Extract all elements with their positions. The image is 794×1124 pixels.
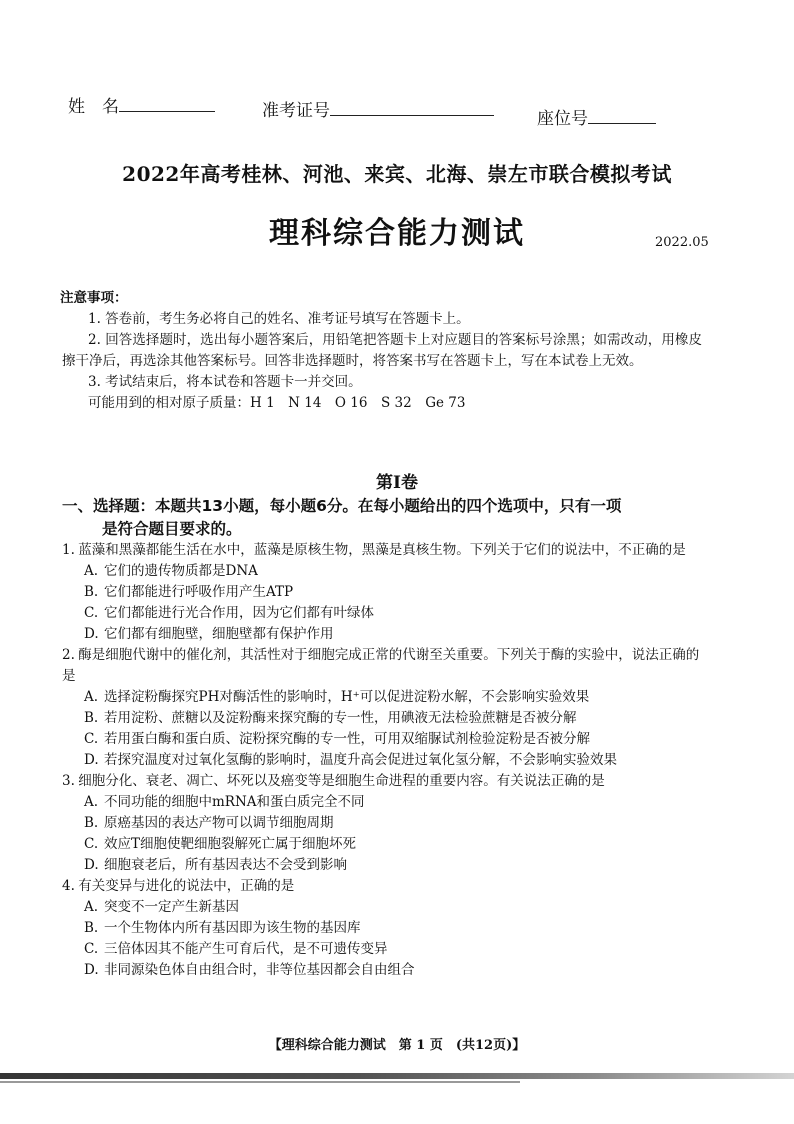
section-instructions-line2: 是符合题目要求的。 — [102, 520, 242, 538]
option-b — [84, 582, 702, 603]
question-text: 酶是细胞代谢中的催化剂，其活性对于细胞完成正常的代谢至关重要。下列关于酶的实验中，说法正确的是 — [62, 647, 700, 684]
option-b — [84, 708, 702, 729]
option-label: A. — [84, 899, 99, 915]
option-d — [84, 750, 702, 771]
note-item: 1. 答卷前，考生务必将自己的姓名、准考证号填写在答题卡上。 — [88, 311, 470, 327]
option-text: 若用蛋白酶和蛋白质、淀粉探究酶的专一性，可用双缩脲试剂检验淀粉是否被分解 — [104, 731, 590, 747]
option-text: 它们都能进行呼吸作用产生ATP — [104, 584, 294, 600]
section-instructions — [62, 495, 722, 541]
option-c — [84, 939, 702, 960]
section-instructions-line1: 一、选择题：本题共13小题，每小题6分。在每小题给出的四个选项中，只有一项 — [62, 497, 622, 515]
question-1 — [62, 540, 702, 645]
option-label: D. — [84, 857, 99, 873]
option-a — [84, 792, 702, 813]
atomic-masses: 可能用到的相对原子质量：H 1 N 14 O 16 S 32 Ge 73 — [88, 395, 466, 411]
question-number: 4. — [62, 878, 75, 894]
option-c — [84, 729, 702, 750]
question-3 — [62, 771, 702, 876]
question-stem — [62, 771, 702, 792]
options-list — [84, 561, 702, 645]
candidate-info-row — [0, 88, 794, 128]
options-list — [84, 792, 702, 876]
option-text: 若用淀粉、蔗糖以及淀粉酶来探究酶的专一性，用碘液无法检验蔗糖是否被分解 — [104, 710, 577, 726]
option-d — [84, 855, 702, 876]
option-label: C. — [84, 836, 99, 852]
note-item: 3. 考试结束后，将本试卷和答题卡一并交回。 — [88, 374, 362, 390]
option-label: D. — [84, 962, 99, 978]
option-b — [84, 813, 702, 834]
option-text: 它们都能进行光合作用，因为它们都有叶绿体 — [104, 605, 374, 621]
option-label: A. — [84, 794, 99, 810]
option-text: 三倍体因其不能产生可育后代，是不可遗传变异 — [104, 941, 388, 957]
option-a — [84, 561, 702, 582]
option-a — [84, 687, 702, 708]
option-text: 突变不一定产生新基因 — [104, 899, 239, 915]
option-text: 选择淀粉酶探究PH对酶活性的影响时，H⁺可以促进淀粉水解，不会影响实验效果 — [104, 689, 590, 705]
option-label: B. — [84, 584, 99, 600]
option-label: B. — [84, 815, 99, 831]
question-text: 有关变异与进化的说法中，正确的是 — [78, 878, 295, 894]
option-label: C. — [84, 605, 99, 621]
exam-id-field — [262, 96, 494, 121]
scan-edge-mark-thin — [0, 1081, 520, 1083]
exam-title: 2022年高考桂林、河池、来宾、北海、崇左市联合模拟考试 — [122, 162, 672, 186]
seat-field — [537, 104, 656, 129]
subject-title: 理科综合能力测试 — [269, 216, 525, 251]
question-stem — [62, 876, 702, 897]
option-label: C. — [84, 941, 99, 957]
option-text: 一个生物体内所有基因即为该生物的基因库 — [104, 920, 361, 936]
question-number: 1. — [62, 542, 75, 558]
name-blank — [119, 95, 215, 112]
question-4 — [62, 876, 702, 981]
option-label: B. — [84, 710, 99, 726]
exam-date: 2022.05 — [655, 235, 709, 250]
option-a — [84, 897, 702, 918]
option-text: 非同源染色体自由组合时，非等位基因都会自由组合 — [104, 962, 415, 978]
option-d — [84, 960, 702, 981]
name-label: 姓 名 — [68, 97, 119, 117]
option-text: 若探究温度对过氧化氢酶的影响时，温度升高会促进过氧化氢分解，不会影响实验效果 — [104, 752, 617, 768]
question-number: 2. — [62, 647, 75, 663]
option-text: 细胞衰老后，所有基因表达不会受到影响 — [104, 857, 347, 873]
questions-list — [62, 540, 702, 981]
question-number: 3. — [62, 773, 75, 789]
option-label: A. — [84, 689, 99, 705]
options-list — [84, 687, 702, 771]
options-list — [84, 897, 702, 981]
notes-heading: 注意事项： — [60, 290, 128, 306]
exam-id-blank — [330, 99, 494, 116]
option-text: 它们都有细胞壁，细胞壁都有保护作用 — [104, 626, 334, 642]
option-label: D. — [84, 752, 99, 768]
question-stem — [62, 645, 702, 687]
name-field — [68, 92, 215, 117]
option-d — [84, 624, 702, 645]
option-label: A. — [84, 563, 99, 579]
scan-edge-mark — [0, 1073, 794, 1079]
option-label: D. — [84, 626, 99, 642]
option-label: B. — [84, 920, 99, 936]
option-label: C. — [84, 731, 99, 747]
exam-id-label: 准考证号 — [262, 101, 330, 121]
option-c — [84, 603, 702, 624]
option-text: 它们的遗传物质都是DNA — [104, 563, 258, 579]
option-text: 原癌基因的表达产物可以调节细胞周期 — [104, 815, 334, 831]
option-c — [84, 834, 702, 855]
seat-blank — [588, 107, 656, 124]
question-stem — [62, 540, 702, 561]
note-item: 2. 回答选择题时，选出每小题答案后，用铅笔把答题卡上对应题目的答案标号涂黑；如需改动，用橡皮擦干净后，再选涂其他答案标号。回答非选择题时，将答案书写在答题卡上，写在本试卷上无效。 — [62, 332, 702, 369]
question-2 — [62, 645, 702, 771]
option-text: 效应T细胞使靶细胞裂解死亡属于细胞坏死 — [104, 836, 357, 852]
question-text: 蓝藻和黑藻都能生活在水中，蓝藻是原核生物，黑藻是真核生物。下列关于它们的说法中，不正确的是 — [78, 542, 686, 558]
question-text: 细胞分化、衰老、凋亡、坏死以及癌变等是细胞生命进程的重要内容。有关说法正确的是 — [78, 773, 605, 789]
seat-label: 座位号 — [537, 109, 588, 129]
notes-section — [62, 288, 702, 414]
option-text: 不同功能的细胞中mRNA和蛋白质完全不同 — [104, 794, 365, 810]
option-b — [84, 918, 702, 939]
page-footer: 【理科综合能力测试 第 1 页 (共12页)】 — [268, 1038, 526, 1053]
volume-title: 第Ⅰ卷 — [376, 473, 418, 493]
